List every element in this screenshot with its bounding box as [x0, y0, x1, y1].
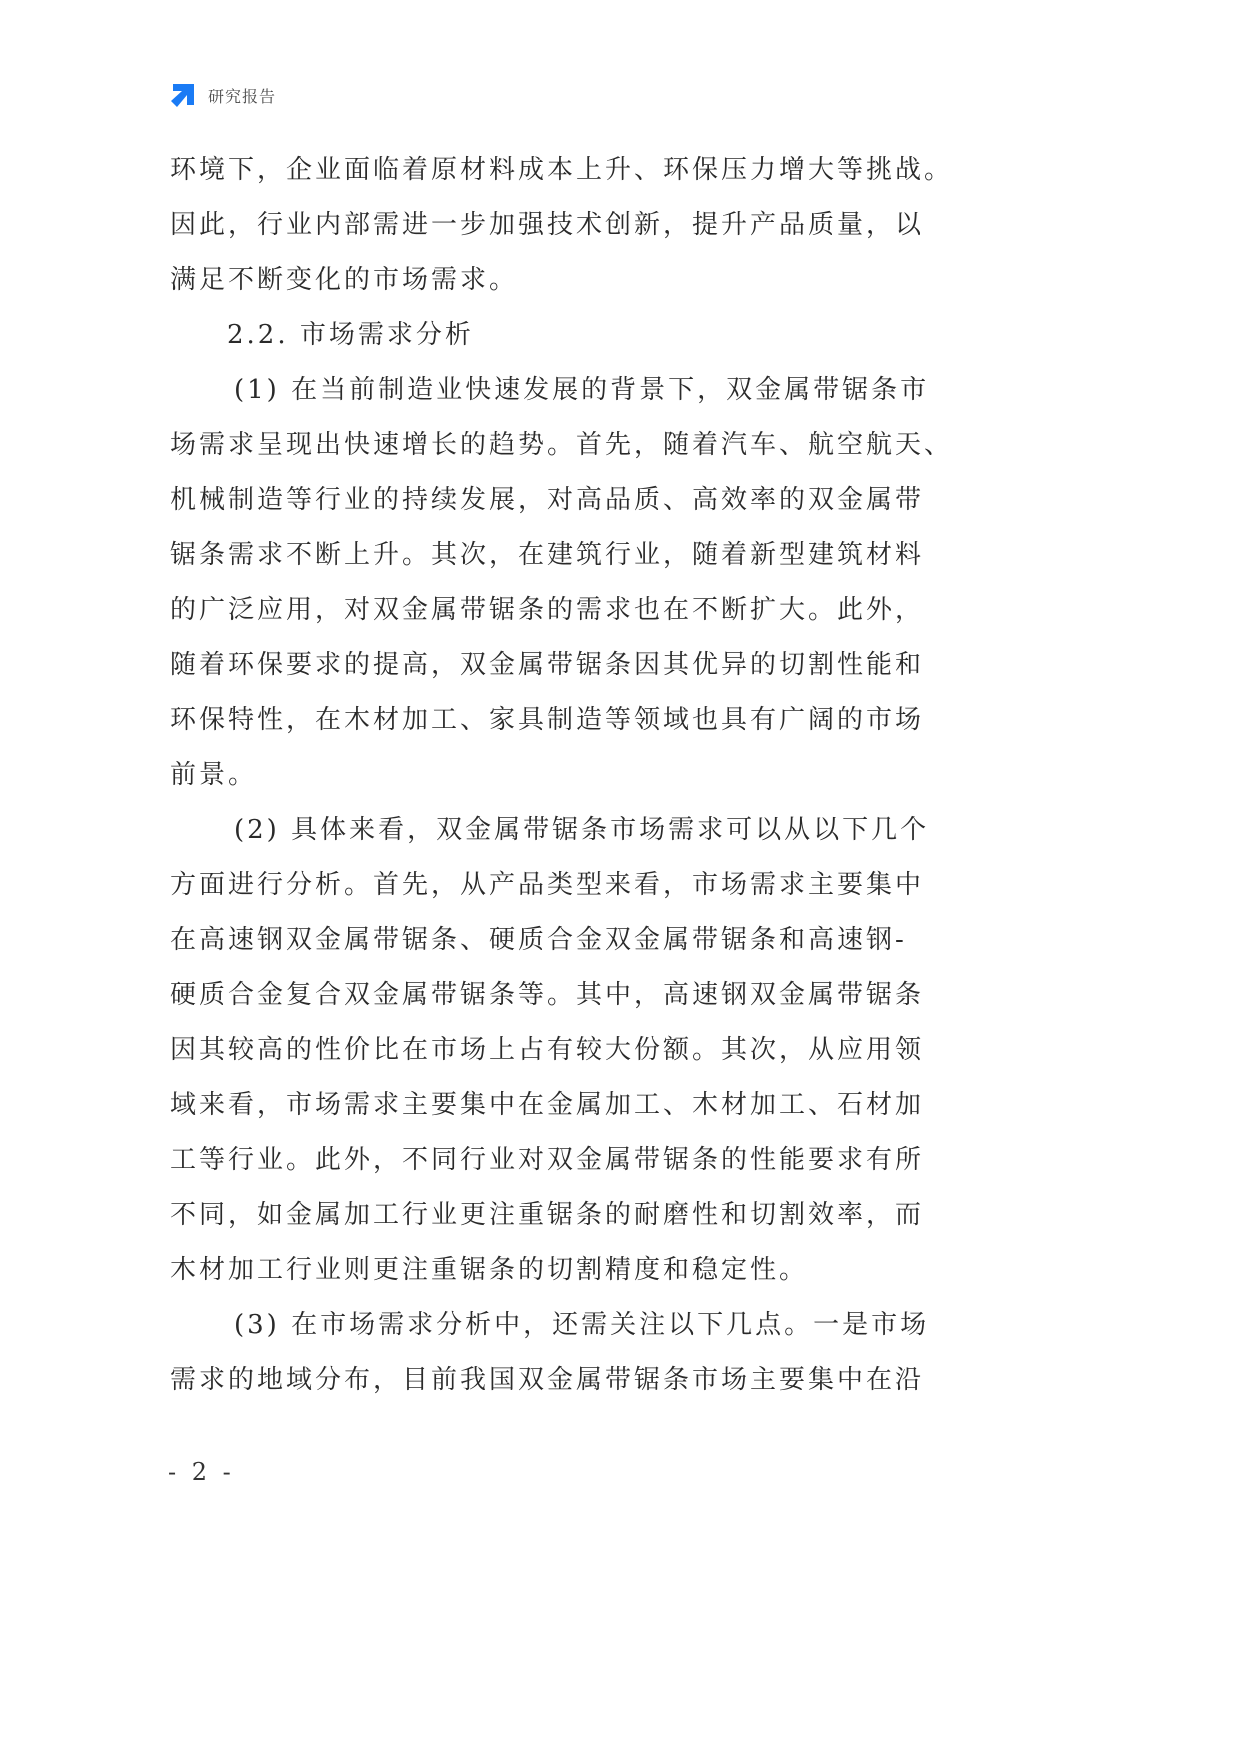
text-line: 机械制造等行业的持续发展，对高品质、高效率的双金属带	[170, 485, 925, 515]
text-line: 随着环保要求的提高，双金属带锯条因其优异的切割性能和	[170, 650, 925, 680]
page-number: - 2 -	[168, 1458, 235, 1486]
text-line: (2) 具体来看，双金属带锯条市场需求可以从以下几个	[234, 815, 930, 845]
page-header	[168, 78, 276, 112]
text-line: 环境下，企业面临着原材料成本上升、环保压力增大等挑战。	[170, 155, 954, 185]
text-line: 的广泛应用，对双金属带锯条的需求也在不断扩大。此外，	[170, 595, 925, 625]
text-line: 木材加工行业则更注重锯条的切割精度和稳定性。	[170, 1255, 809, 1285]
text-line: 场需求呈现出快速增长的趋势。首先，随着汽车、航空航天、	[170, 430, 954, 460]
text-line: 方面进行分析。首先，从产品类型来看，市场需求主要集中	[170, 870, 925, 900]
text-line: 前景。	[170, 760, 258, 790]
text-line: 因此，行业内部需进一步加强技术创新，提升产品质量，以	[170, 210, 925, 240]
text-line: 满足不断变化的市场需求。	[170, 265, 519, 295]
text-line: 需求的地域分布，目前我国双金属带锯条市场主要集中在沿	[170, 1365, 925, 1395]
report-header-title: 研究报告	[208, 86, 277, 106]
text-line: 因其较高的性价比在市场上占有较大份额。其次，从应用领	[170, 1035, 925, 1065]
arrow-up-right-icon	[168, 80, 198, 110]
text-line: 硬质合金复合双金属带锯条等。其中，高速钢双金属带锯条	[170, 980, 925, 1010]
document-body	[170, 143, 954, 1408]
text-line: 不同，如金属加工行业更注重锯条的耐磨性和切割效率，而	[170, 1200, 925, 1230]
text-line: 域来看，市场需求主要集中在金属加工、木材加工、石材加	[170, 1090, 925, 1120]
text-line: (1) 在当前制造业快速发展的背景下，双金属带锯条市	[234, 375, 930, 405]
section-heading: 2.2. 市场需求分析	[227, 320, 474, 350]
text-line: 锯条需求不断上升。其次，在建筑行业，随着新型建筑材料	[170, 540, 925, 570]
text-line: (3) 在市场需求分析中，还需关注以下几点。一是市场	[234, 1310, 930, 1340]
text-line: 工等行业。此外，不同行业对双金属带锯条的性能要求有所	[170, 1145, 925, 1175]
text-line: 在高速钢双金属带锯条、硬质合金双金属带锯条和高速钢-	[170, 925, 907, 955]
text-line: 环保特性，在木材加工、家具制造等领域也具有广阔的市场	[170, 705, 925, 735]
